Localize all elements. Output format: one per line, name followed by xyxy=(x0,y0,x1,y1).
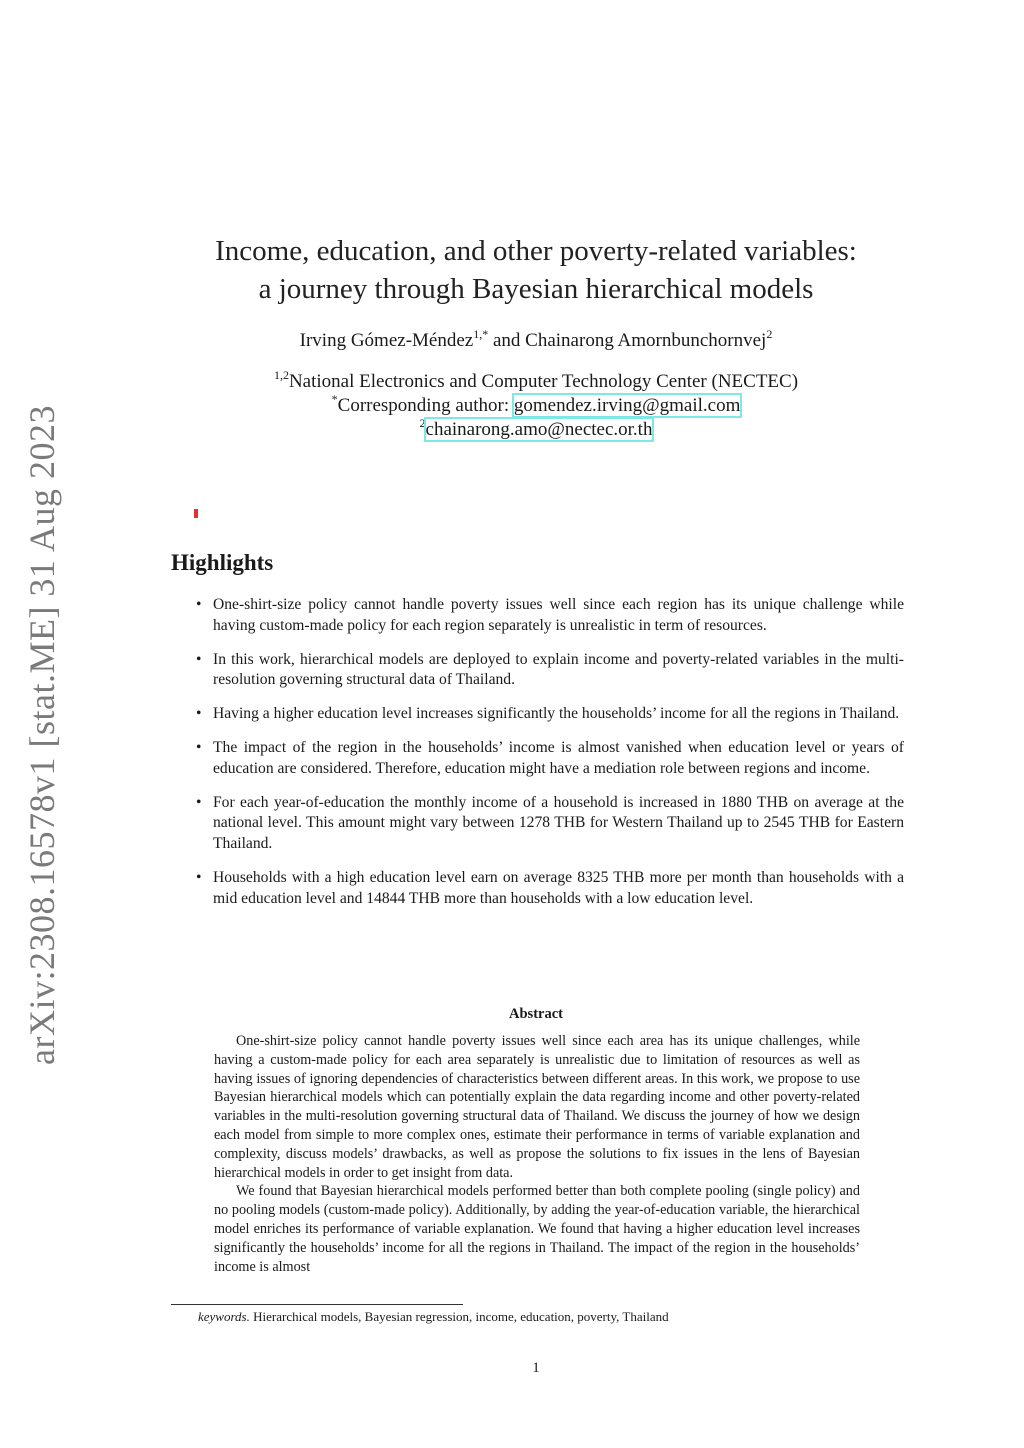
author-2-sup: 2 xyxy=(766,327,773,341)
abstract-paragraph-2: We found that Bayesian hierarchical models performed better than both complete pooling (single policy) and no pooling models (custom-made policy). Additionally, by adding the year-of-education variable, the hierarchical model enriches its performance of variable explanation. We found that having a higher education level increases significantly the households’ income for all the regions in Thailand. The impact of the region in the households’ income is almost xyxy=(214,1183,860,1275)
highlight-text: Households with a high education level earn on average 8325 THB more per month than households with a mid education level and 14844 THB more than households with a low education level. xyxy=(213,868,904,907)
list-item xyxy=(192,650,904,692)
affiliation-institution: National Electronics and Computer Technology Center (NECTEC) xyxy=(288,371,799,392)
author-1-name: Irving Gómez-Méndez xyxy=(299,330,474,351)
highlight-text: The impact of the region in the households’ income is almost vanished when education level or years of education are considered. Therefore, education might have a mediation role between regions and income. xyxy=(213,738,904,777)
paper-title xyxy=(130,232,942,308)
email-2-line xyxy=(130,418,942,442)
author-2-name: Chainarong Amornbunchornvej xyxy=(525,330,767,351)
email-link-1[interactable]: gomendez.irving@gmail.com xyxy=(513,395,741,416)
email-2-sup: 2 xyxy=(419,416,426,430)
author-list xyxy=(130,328,942,354)
corresponding-label: Corresponding author: xyxy=(337,395,514,416)
highlights-list xyxy=(192,595,904,923)
abstract-heading: Abstract xyxy=(509,1006,563,1022)
highlight-text: Having a higher education level increases significantly the households’ income for all the regions in Thailand. xyxy=(213,705,900,723)
keywords-text: Hierarchical models, Bayesian regression, income, education, poverty, Thailand xyxy=(249,1309,669,1324)
title-line-1: Income, education, and other poverty-related variables: xyxy=(215,235,857,267)
bullet-icon: • xyxy=(196,650,202,668)
affiliation-sup: 1,2 xyxy=(273,368,289,382)
abstract-body xyxy=(214,1032,860,1276)
red-marker xyxy=(194,509,198,518)
footnote-rule xyxy=(171,1304,463,1305)
author-connector: and xyxy=(488,330,526,351)
highlights-heading: Highlights xyxy=(171,550,274,575)
page-number: 1 xyxy=(532,1360,540,1376)
abstract-paragraph-1: One-shirt-size policy cannot handle poverty issues well since each area has its unique challenges, while having a custom-made policy for each area separately is unrealistic due to limitation of resources as well as having issues of ignoring dependencies of characteristics between different areas. In this work, we propose to use Bayesian hierarchical models which can potentially explain the data regarding income and other poverty-related variables in the multi-resolution governing structural data of Thailand. We discuss the journey of how we design each model from simple to more complex ones, estimate their performance in terms of variable explanation and complexity, discuss models’ drawbacks, as well as propose the solutions to fix issues in the lens of Bayesian hierarchical models in order to get insight from data. xyxy=(214,1033,860,1181)
list-item xyxy=(192,595,904,637)
author-1-sup: 1,* xyxy=(473,327,489,341)
affiliation-line xyxy=(130,370,942,394)
bullet-icon: • xyxy=(196,705,202,723)
arxiv-sidebar-stamp: arXiv:2308.16578v1 [stat.ME] 31 Aug 2023 xyxy=(22,405,62,1065)
keywords-footnote xyxy=(198,1308,918,1326)
bullet-icon: • xyxy=(196,793,202,811)
keywords-label: keywords. xyxy=(198,1309,250,1324)
bullet-icon: • xyxy=(196,868,202,886)
list-item xyxy=(192,793,904,855)
corresponding-line xyxy=(130,394,942,418)
email-link-2[interactable]: chainarong.amo@nectec.or.th xyxy=(425,419,653,440)
bullet-icon: • xyxy=(196,738,202,756)
affiliation-block xyxy=(130,370,942,442)
corresponding-sup: * xyxy=(331,392,338,406)
highlight-text: For each year-of-education the monthly income of a household is increased in 1880 THB on average at the national level. This amount might vary between 1278 THB for Western Thailand up to 2545 THB for Eastern Thailand. xyxy=(213,793,904,853)
list-item xyxy=(192,738,904,780)
highlight-text: In this work, hierarchical models are deployed to explain income and poverty-related variables in the multi-resolution governing structural data of Thailand. xyxy=(213,650,904,689)
list-item xyxy=(192,704,904,725)
list-item xyxy=(192,868,904,910)
bullet-icon: • xyxy=(196,596,202,613)
highlight-text: One-shirt-size policy cannot handle poverty issues well since each region has its unique challenge while having custom-made policy for each region separately is unrealistic in term of resources. xyxy=(213,596,904,634)
title-line-2: a journey through Bayesian hierarchical models xyxy=(258,273,814,305)
